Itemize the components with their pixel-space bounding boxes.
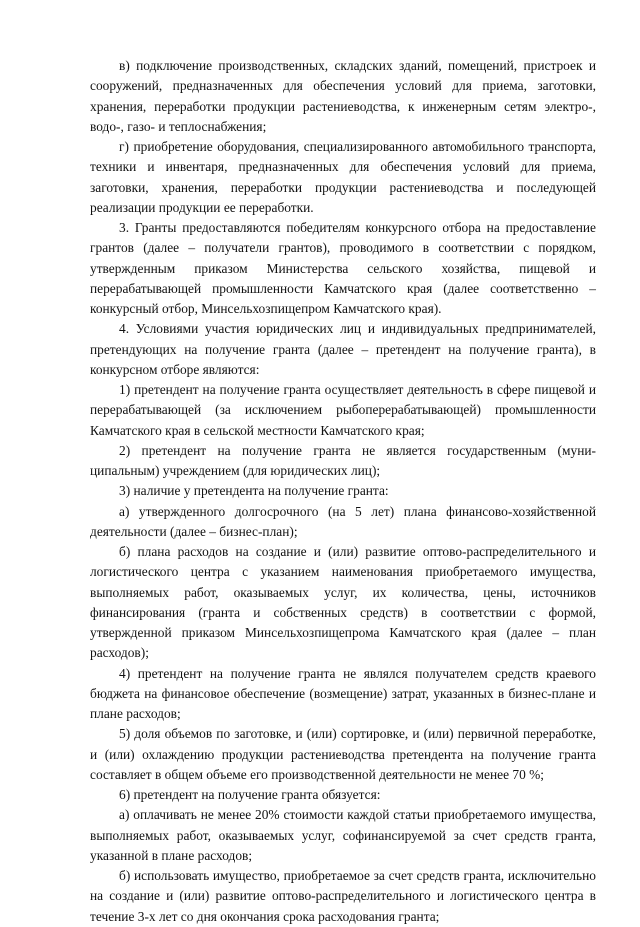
paragraph-3-grants: 3. Гранты предоставляются победителям конкурсного отбора на предоставление грантов (далее – получатели грантов), проводимого в соответствии с порядком, утвержденным приказом Министерства сельского хозяйства, пищевой и перерабатывающей промышленности Камчатского края (далее соответственно – конкурсный отбор, Минсельхозпищепром Камчатского края). [90, 220, 596, 316]
paragraph-condition-3a: а) утвержденного долгосрочного (на 5 лет) плана финансово-хозяйственной деятельности (далее – бизнес-план); [90, 503, 596, 539]
paragraph-condition-1: 1) претендент на получение гранта осуществляет деятельность в сфере пищевой и перерабатывающей (за исключением рыбоперерабатывающей) промышленности Камчатского края в сельской местности Камчатского края; [90, 382, 596, 438]
paragraph-4-conditions: 4. Условиями участия юридических лиц и индивидуальных предпринимателей, претендующих на получение гранта (далее – претендент на получение гранта), в конкурсном отборе являются: [90, 321, 596, 377]
paragraph-condition-6: 6) претендент на получение гранта обязуется: [119, 787, 381, 802]
paragraph-condition-3: 3) наличие у претендента на получение гранта: [119, 483, 389, 499]
paragraph-g-equipment: г) приобретение оборудования, специализированного автомобильного транспорта, техники и инвентаря, предназначенных для обеспечения условий для приема, заготовки, хранения, переработки продукции растениеводства и последующей реализации продукции ее переработки. [90, 139, 596, 215]
paragraph-condition-2: 2) претендент на получение гранта не является государственным (муниципальным) учреждением (для юридических лиц); [90, 442, 596, 478]
paragraph-condition-6a: а) оплачивать не менее 20% стоимости каждой статьи приобретаемого имущества, выполняемых работ, оказываемых услуг, софинансируемой за счет средств гранта, указанной в плане расходов; [90, 807, 596, 863]
paragraph-condition-3b: б) плана расходов на создание и (или) развитие оптово-распределительного и логистического центра с указанием наименования приобретаемого имущества, выполняемых работ, оказываемых услуг, их количества, цены, источников финансирования (гранта и собственных средств) в соответствии с формой, утвержденной приказом Минсельхозпищепрома Камчатского края (далее – план расходов); [90, 544, 596, 661]
paragraph-v-connection: в) подключение производственных, складских зданий, помещений, пристроек и сооружений, предназначенных для обеспечения условий для приема, заготовки, хранения, переработки продукции растениеводства, к инженерным сетям электро-, водо-, газо- и теплоснабжения; [90, 58, 596, 134]
paragraph-condition-4: 4) претендент на получение гранта не являлся получателем средств краевого бюджета на финансовое обеспечение (возмещение) затрат, указанных в бизнес-плане и плане расходов; [90, 665, 596, 721]
document-page [90, 56, 596, 927]
paragraph-condition-5: 5) доля объемов по заготовке, и (или) сортировке, и (или) первичной переработке, и (или) охлаждению продукции растениеводства претендента на получение гранта составляет в общем объеме его производственной деятельности не менее 70 %; [90, 726, 596, 782]
paragraph-condition-6b: б) использовать имущество, приобретаемое за счет средств гранта, исключительно на создание и (или) развитие оптово-распределительного и логистического центра в течение 3-х лет со дня окончания срока расходования гранта; [90, 868, 596, 924]
